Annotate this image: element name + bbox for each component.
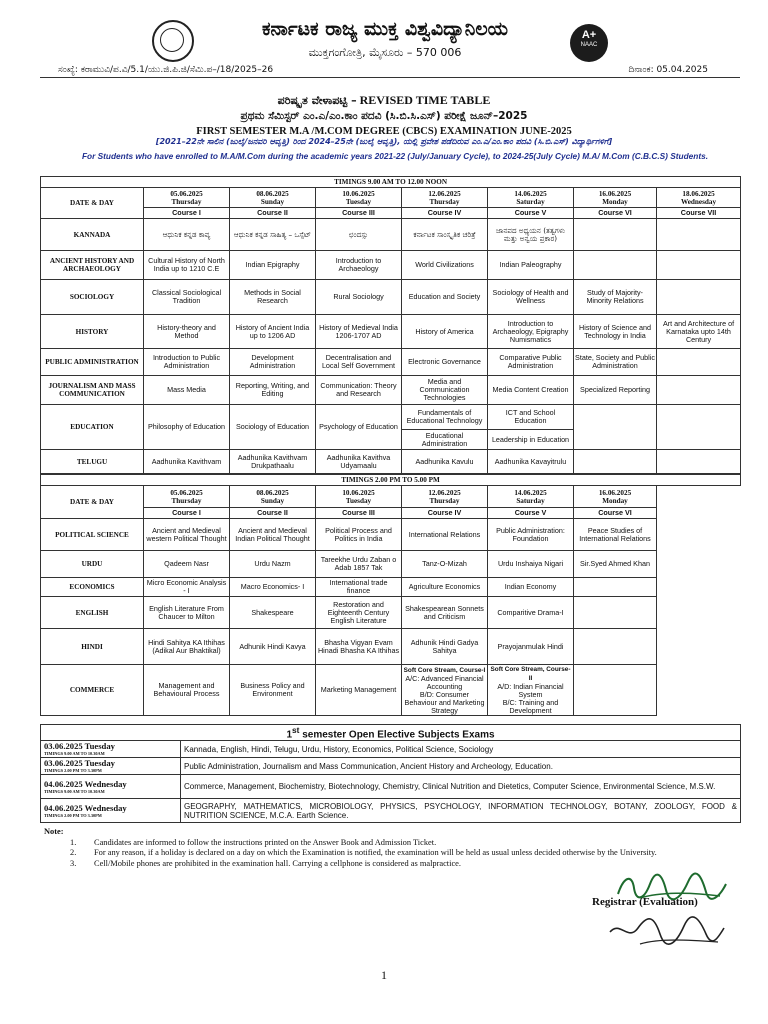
paper-cell xyxy=(574,578,657,597)
course-header: Course I xyxy=(144,508,230,519)
reference-number: ಸಂಖ್ಯೆ: ಕರಾಮುವಿ/ಪ.ವಿ/5.1/ಯು.ಜಿ.ಪಿ.ಜಿ/ಸೆಮಿ.ಪ–/18/2025–26 xyxy=(58,65,274,75)
paper-cell: Hindi Sahitya KA Ithihas (Adikal Aur Bhaktikal) xyxy=(144,629,230,665)
paper-cell: Classical Sociological Tradition xyxy=(144,280,230,315)
subject-label: ECONOMICS xyxy=(41,578,144,597)
paper-cell: Soft Core Stream, Course-II A/D: Indian Financial System B/C: Training and Development xyxy=(488,665,574,716)
paper-cell: Business Policy and Environment xyxy=(230,665,316,716)
paper-cell xyxy=(657,251,741,280)
course-header: Course II xyxy=(230,208,316,219)
table-row xyxy=(41,376,741,405)
page-number: 1 xyxy=(381,968,387,982)
date-cell: 10.06.2025 Tuesday xyxy=(316,188,402,208)
paper-cell: Education and Society xyxy=(402,280,488,315)
course-header: Course IV xyxy=(402,208,488,219)
paper-cell xyxy=(657,450,741,474)
paper-cell: Aadhunika Kavithva Udyamaalu xyxy=(316,450,402,474)
subject-label: KANNADA xyxy=(41,219,144,251)
date-cell: 08.06.2025 Sunday xyxy=(230,188,316,208)
date-cell: 10.06.2025 Tuesday xyxy=(316,486,402,508)
paper-cell: Ancient and Medieval western Political Thought xyxy=(144,519,230,551)
paper-cell: Marketing Management xyxy=(316,665,402,716)
paper-cell: Comparitive Drama-I xyxy=(488,597,574,629)
table-row xyxy=(41,629,741,665)
paper-cell: State, Society and Public Administration xyxy=(574,349,657,376)
paper-cell xyxy=(574,405,657,450)
paper-cell: Soft Core Stream, Course-I A/C: Advanced Financial Accounting B/D: Consumer Behaviour and Marketing Strategy xyxy=(402,665,488,716)
exam-title-kannada: ಪ್ರಥಮ ಸೆಮಿಸ್ಟರ್ ಎಂ.ಎ/ಎಂ.ಕಾಂ ಪದವಿ (ಸಿ.ಬಿ.ಸಿ.ಎಸ್) ಪರೀಕ್ಷೆ ಜೂನ್–2025 xyxy=(240,110,528,122)
course-header: Course II xyxy=(230,508,316,519)
paper-cell: Study of Majority-Minority Relations xyxy=(574,280,657,315)
course-header: Course V xyxy=(488,508,574,519)
paper-cell: Adhunik Hindi Gadya Sahitya xyxy=(402,629,488,665)
paper-cell: Bhasha Vigyan Evam Hinadi Bhasha KA Ithihas xyxy=(316,629,402,665)
table-row xyxy=(41,349,741,376)
open-electives-table xyxy=(40,724,741,823)
table-row xyxy=(41,519,741,551)
course-header: Course V xyxy=(488,208,574,219)
paper-cell: Leadership in Education xyxy=(488,430,574,450)
registrar-title: Registrar (Evaluation) xyxy=(592,896,698,908)
paper-cell xyxy=(657,219,741,251)
course-header: Course VII xyxy=(657,208,741,219)
exam-date: 04.06.2025 Wednesday TIMINGS 2.00 PM TO 3.30PM xyxy=(41,799,181,823)
paper-cell: Philosophy of Education xyxy=(144,405,230,450)
paper-cell: ಛಂದಸ್ಸು xyxy=(316,219,402,251)
header-divider xyxy=(40,77,740,78)
date-cell: 14.06.2025 Saturday xyxy=(488,486,574,508)
paper-cell: Indian Epigraphy xyxy=(230,251,316,280)
paper-cell: Rural Sociology xyxy=(316,280,402,315)
eligibility-kannada: [2021–22ನೇ ಸಾಲಿನ (ಜುಲೈ/ಜನವರಿ ಆವೃತ್ತಿ) ರಿಂದ 2024–25ನೇ (ಜುಲೈ ಆವೃತ್ತಿ), ಯಲ್ಲಿ ಪ್ರವೇಶ ಪಡೆದಿರುವ ಎಂ.ಎ/ಎಂ.ಕಾಂ ಪದವಿ (ಸಿ.ಬಿ.ಎಸ್) ವಿದ್ಯಾರ್ಥಿಗಳಿಗೆ] xyxy=(155,137,613,146)
paper-cell: Aadhunika Kavithvam Drukpathaalu xyxy=(230,450,316,474)
paper-cell: ಕರ್ನಾಟಕ ಸಾಂಸ್ಕೃತಿಕ ಚರಿತ್ರೆ xyxy=(402,219,488,251)
subject-label: POLITICAL SCIENCE xyxy=(41,519,144,551)
paper-cell: Mass Media xyxy=(144,376,230,405)
date-cell: 05.06.2025 Thursday xyxy=(144,188,230,208)
table-row xyxy=(41,551,741,578)
paper-cell: History-theory and Method xyxy=(144,315,230,349)
course-header: Course III xyxy=(316,508,402,519)
table-row xyxy=(41,775,741,799)
table-row xyxy=(41,315,741,349)
date-cell: 05.06.2025 Thursday xyxy=(144,486,230,508)
paper-cell: Tanz-O-Mizah xyxy=(402,551,488,578)
letterhead xyxy=(0,0,768,80)
table-row xyxy=(41,741,741,758)
paper-cell xyxy=(574,597,657,629)
afternoon-timing: TIMINGS 2.00 PM TO 5.00 PM xyxy=(41,475,741,486)
paper-cell: International Relations xyxy=(402,519,488,551)
countersignature-icon xyxy=(600,910,730,950)
paper-cell: Prayojanmulak Hindi xyxy=(488,629,574,665)
elective-subjects: Commerce, Management, Biochemistry, Biotechnology, Chemistry, Clinical Nutrition and Dietetics, Computer Science, Environmental Science, M.S.W. xyxy=(181,775,741,799)
table-row xyxy=(41,405,741,430)
paper-cell: Management and Behavioural Process xyxy=(144,665,230,716)
date-cell: 08.06.2025 Sunday xyxy=(230,486,316,508)
paper-cell: Communication: Theory and Research xyxy=(316,376,402,405)
paper-cell: Introduction to Public Administration xyxy=(144,349,230,376)
paper-cell: International trade finance xyxy=(316,578,402,597)
empty-cell xyxy=(657,597,741,629)
table-row xyxy=(41,219,741,251)
eligibility-english: For Students who have enrolled to M.A/M.Com during the academic years 2021-22 (July/January Cycle), to 2024-25(July Cycle) M.A/ M.Com (C.B.C.S) Students. xyxy=(81,151,709,161)
paper-cell: Sociology of Education xyxy=(230,405,316,450)
paper-cell: Methods in Social Research xyxy=(230,280,316,315)
elective-subjects: GEOGRAPHY, MATHEMATICS, MICROBIOLOGY, PHYSICS, PSYCHOLOGY, INFORMATION TECHNOLOGY, BOTANY, ZOOLOGY, FOOD & NUTRITION SCIENCE, M.C.A. Earth Science. xyxy=(181,799,741,823)
paper-cell: World Civilizations xyxy=(402,251,488,280)
empty-cell xyxy=(657,551,741,578)
subject-label: HISTORY xyxy=(41,315,144,349)
subject-label: EDUCATION xyxy=(41,405,144,450)
paper-cell: Media Content Creation xyxy=(488,376,574,405)
paper-cell: Psychology of Education xyxy=(316,405,402,450)
paper-cell: Shakespearean Sonnets and Criticism xyxy=(402,597,488,629)
paper-cell: Electronic Governance xyxy=(402,349,488,376)
paper-cell: Cultural History of North India up to 1210 C.E xyxy=(144,251,230,280)
subject-label: JOURNALISM AND MASS COMMUNICATION xyxy=(41,376,144,405)
paper-cell: Micro Economic Analysis - I xyxy=(144,578,230,597)
paper-cell: Sir.Syed Ahmed Khan xyxy=(574,551,657,578)
subject-label: HINDI xyxy=(41,629,144,665)
naac-badge-icon: A+ NAAC xyxy=(570,24,608,62)
morning-timing: TIMINGS 9.00 AM TO 12.00 NOON xyxy=(41,177,741,188)
paper-cell: English Literature From Chaucer to Milton xyxy=(144,597,230,629)
open-electives-heading: 1st semester Open Elective Subjects Exams xyxy=(41,725,741,741)
paper-cell: Comparative Public Administration xyxy=(488,349,574,376)
exam-date: 03.06.2025 Tuesday TIMINGS 9.00 AM TO 10.30AM xyxy=(41,741,181,758)
paper-cell: Fundamentals of Educational Technology xyxy=(402,405,488,430)
morning-timetable xyxy=(40,176,741,474)
paper-cell xyxy=(574,629,657,665)
date-cell: 12.06.2025 Thursday xyxy=(402,188,488,208)
exam-date: 04.06.2025 Wednesday TIMINGS 9.00 AM TO 10.30AM xyxy=(41,775,181,799)
university-address: ಮುಕ್ತಗಂಗೋತ್ರಿ, ಮೈಸೂರು – 570 006 xyxy=(308,46,462,59)
paper-cell xyxy=(574,219,657,251)
paper-cell: Reporting, Writing, and Editing xyxy=(230,376,316,405)
paper-cell: Macro Economics- I xyxy=(230,578,316,597)
table-row xyxy=(41,758,741,775)
table-row xyxy=(41,450,741,474)
course-header: Course VI xyxy=(574,508,657,519)
elective-subjects: Public Administration, Journalism and Mass Communication, Ancient History and Archeology, Education. xyxy=(181,758,741,775)
note-item: 1. Candidates are informed to follow the instructions printed on the Answer Book and Admission Ticket. xyxy=(70,837,437,847)
notes-section xyxy=(44,827,744,869)
paper-cell: History of Science and Technology in India xyxy=(574,315,657,349)
paper-cell xyxy=(657,376,741,405)
paper-cell xyxy=(657,405,741,450)
afternoon-timetable xyxy=(40,474,741,716)
paper-cell: Aadhunika Kavithvam xyxy=(144,450,230,474)
paper-cell: Shakespeare xyxy=(230,597,316,629)
elective-subjects: Kannada, English, Hindi, Telugu, Urdu, History, Economics, Political Science, Sociology xyxy=(181,741,741,758)
subject-label: SOCIOLOGY xyxy=(41,280,144,315)
paper-cell: Indian Paleography xyxy=(488,251,574,280)
paper-cell: Aadhunika Kavulu xyxy=(402,450,488,474)
paper-cell: Tareekhe Urdu Zaban o Adab 1857 Tak xyxy=(316,551,402,578)
date-cell: 16.06.2025 Monday xyxy=(574,486,657,508)
table-row xyxy=(41,665,741,716)
paper-cell xyxy=(657,349,741,376)
note-item: 2. For any reason, if a holiday is declared on a day on which the Examination is notified, the examination will be held as usual unless decided otherwise by the University. xyxy=(70,848,657,857)
subject-label: PUBLIC ADMINISTRATION xyxy=(41,349,144,376)
date-cell: 12.06.2025 Thursday xyxy=(402,486,488,508)
subject-label: URDU xyxy=(41,551,144,578)
notes-heading: Note: xyxy=(44,827,64,836)
exam-date: 03.06.2025 Tuesday TIMINGS 2.00 PM TO 3.30PM xyxy=(41,758,181,775)
paper-cell: Art and Architecture of Karnataka upto 14th Century xyxy=(657,315,741,349)
empty-cell xyxy=(657,486,741,519)
paper-cell: Educational Administration xyxy=(402,430,488,450)
date-day-header: DATE & DAY xyxy=(41,188,144,219)
note-item: 3. Cell/Mobile phones are prohibited in the examination hall. Carrying a cellphone is considered as malpractice. xyxy=(70,858,461,868)
course-header: Course I xyxy=(144,208,230,219)
paper-cell: Introduction to Archaeology xyxy=(316,251,402,280)
course-header: Course VI xyxy=(574,208,657,219)
paper-cell: Media and Communication Technologies xyxy=(402,376,488,405)
paper-cell xyxy=(657,280,741,315)
paper-cell: ICT and School Education xyxy=(488,405,574,430)
paper-cell: Indian Economy xyxy=(488,578,574,597)
exam-title-english: FIRST SEMESTER M.A /M.COM DEGREE (CBCS) EXAMINATION JUNE-2025 xyxy=(196,126,572,137)
date-cell: 14.06.2025 Saturday xyxy=(488,188,574,208)
paper-cell xyxy=(574,450,657,474)
empty-cell xyxy=(657,629,741,665)
paper-cell: Restoration and Eighteenth Century English Literature xyxy=(316,597,402,629)
letter-date: ದಿನಾಂಕ: 05.04.2025 xyxy=(628,65,708,75)
paper-cell: ಆಧುನಿಕ ಕನ್ನಡ ಕಾವ್ಯ xyxy=(144,219,230,251)
paper-cell: Ancient and Medieval Indian Political Thought xyxy=(230,519,316,551)
subject-label: ENGLISH xyxy=(41,597,144,629)
empty-cell xyxy=(657,665,741,716)
table-row xyxy=(41,578,741,597)
paper-cell: Introduction to Archaeology, Epigraphy Numismatics xyxy=(488,315,574,349)
table-row xyxy=(41,280,741,315)
paper-cell: Decentralisation and Local Self Government xyxy=(316,349,402,376)
university-name: ಕರ್ನಾಟಕ ರಾಜ್ಯ ಮುಕ್ತ ವಿಶ್ವವಿದ್ಯಾನಿಲಯ xyxy=(261,18,509,40)
course-header: Course III xyxy=(316,208,402,219)
paper-cell: Adhunik Hindi Kavya xyxy=(230,629,316,665)
paper-cell: History of Medieval India 1206-1707 AD xyxy=(316,315,402,349)
paper-cell: ಆಧುನಿಕ ಕನ್ನಡ ಸಾಹಿತ್ಯ – ಒಸ್ಸೆಟ್ xyxy=(230,219,316,251)
paper-cell: History of Ancient India up to 1206 AD xyxy=(230,315,316,349)
paper-cell: Peace Studies of International Relations xyxy=(574,519,657,551)
paper-cell: ಜಾನಪದ ಅಧ್ಯಯನ (ತತ್ವಗಳು ಮತ್ತು ಅನ್ವಯ ಪ್ರಕಾರ) xyxy=(488,219,574,251)
paper-cell: Political Process and Politics in India xyxy=(316,519,402,551)
paper-cell: Urdu Inshaiya Nigari xyxy=(488,551,574,578)
paper-cell: Sociology of Health and Wellness xyxy=(488,280,574,315)
paper-cell: History of America xyxy=(402,315,488,349)
table-row xyxy=(41,251,741,280)
paper-cell xyxy=(574,665,657,716)
paper-cell: Qadeem Nasr xyxy=(144,551,230,578)
paper-cell: Public Administration: Foundation xyxy=(488,519,574,551)
revised-title: ಪರಿಷ್ಕೃತ ವೇಳಾಪಟ್ಟಿ – REVISED TIME TABLE xyxy=(277,93,491,107)
university-emblem-icon xyxy=(152,20,194,62)
date-cell: 16.06.2025 Monday xyxy=(574,188,657,208)
table-row xyxy=(41,799,741,823)
paper-cell: Development Administration xyxy=(230,349,316,376)
paper-cell: Urdu Nazm xyxy=(230,551,316,578)
course-header: Course IV xyxy=(402,508,488,519)
table-row xyxy=(41,597,741,629)
date-day-header: DATE & DAY xyxy=(41,486,144,519)
paper-cell xyxy=(574,251,657,280)
subject-label: ANCIENT HISTORY AND ARCHAEOLOGY xyxy=(41,251,144,280)
empty-cell xyxy=(657,578,741,597)
paper-cell: Aadhunika Kavayitrulu xyxy=(488,450,574,474)
empty-cell xyxy=(657,519,741,551)
paper-cell: Agriculture Economics xyxy=(402,578,488,597)
subject-label: COMMERCE xyxy=(41,665,144,716)
subject-label: TELUGU xyxy=(41,450,144,474)
paper-cell: Specialized Reporting xyxy=(574,376,657,405)
date-cell: 18.06.2025 Wednesday xyxy=(657,188,741,208)
